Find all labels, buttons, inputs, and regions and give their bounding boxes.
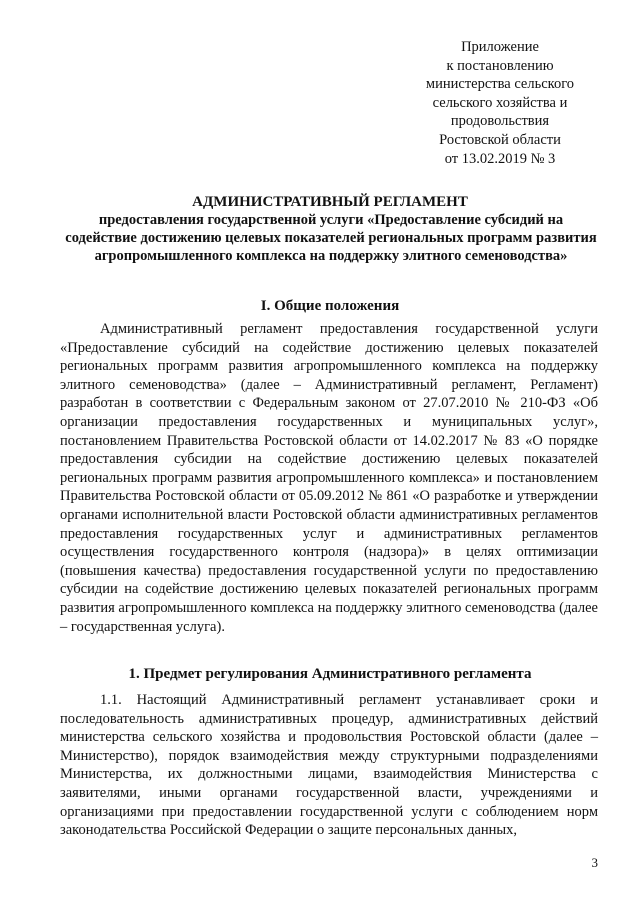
appendix-block (400, 38, 600, 168)
appendix-line: от 13.02.2019 № 3 (444, 150, 556, 167)
subsection-paragraph: 1.1. Настоящий Административный регламент устанавливает сроки и последовательность административных процедур, административных действий министерства сельского хозяйства и продовольствия Ростовской области (далее – Министерство), порядок взаимодействия между структурными подразделениями Министерства, их должностными лицами, взаимодействия Министерства с заявителями, иными органами государственной власти, учреждениями и организациями при предоставлении государственной услуги с соблюдением норм законодательства Российской Федерации о защите персональных данных, (60, 692, 598, 839)
appendix-line: продовольствия (450, 113, 550, 130)
document-subtitle: предоставления государственной услуги «Предоставление субсидий на содействие достижению целевых показателей региональных программ развития агропромышленного комплекса на поддержку элитного семеноводства» (65, 212, 597, 264)
appendix-line: сельского хозяйства и (432, 94, 568, 111)
section-paragraph: Административный регламент предоставления государственной услуги «Предоставление субсидий на содействие достижению целевых показателей региональных программ развития агропромышленного комплекса на поддержку элитного семеноводства» (далее – Административный регламент, Регламент) разработан в соответствии с Федеральным законом от 27.07.2010 № 210-ФЗ «Об организации предоставления государственных и муниципальных услуг», постановлением Правительства Ростовской области от 14.02.2017 № 83 «О порядке предоставления субсидии на содействие достижению целевых показателей региональных программ развития агропромышленного комплекса» и постановлением Правительства Ростовской области от 05.09.2012 № 861 «О разработке и утверждении органами исполнительной власти Ростовской области административных регламентов предоставления государственных услуг и административных регламентов осуществления государственного контроля (надзора)» в целях оптимизации (повышения качества) предоставления государственной услуги по предоставлению субсидии на содействие достижению целевых показателей региональных программ развития агропромышленного комплекса на поддержку элитного семеноводства (далее – государственная услуга). (60, 321, 598, 635)
appendix-line: Ростовской области (439, 131, 561, 148)
subsection-heading: 1. Предмет регулирования Административного регламента (128, 666, 532, 682)
appendix-line: министерства сельского (425, 76, 575, 93)
page-number: 3 (591, 855, 598, 870)
document-title: АДМИНИСТРАТИВНЫЙ РЕГЛАМЕНТ (192, 194, 468, 210)
section-heading: I. Общие положения (260, 298, 400, 314)
appendix-line: к постановлению (446, 57, 554, 74)
appendix-line: Приложение (461, 39, 539, 55)
